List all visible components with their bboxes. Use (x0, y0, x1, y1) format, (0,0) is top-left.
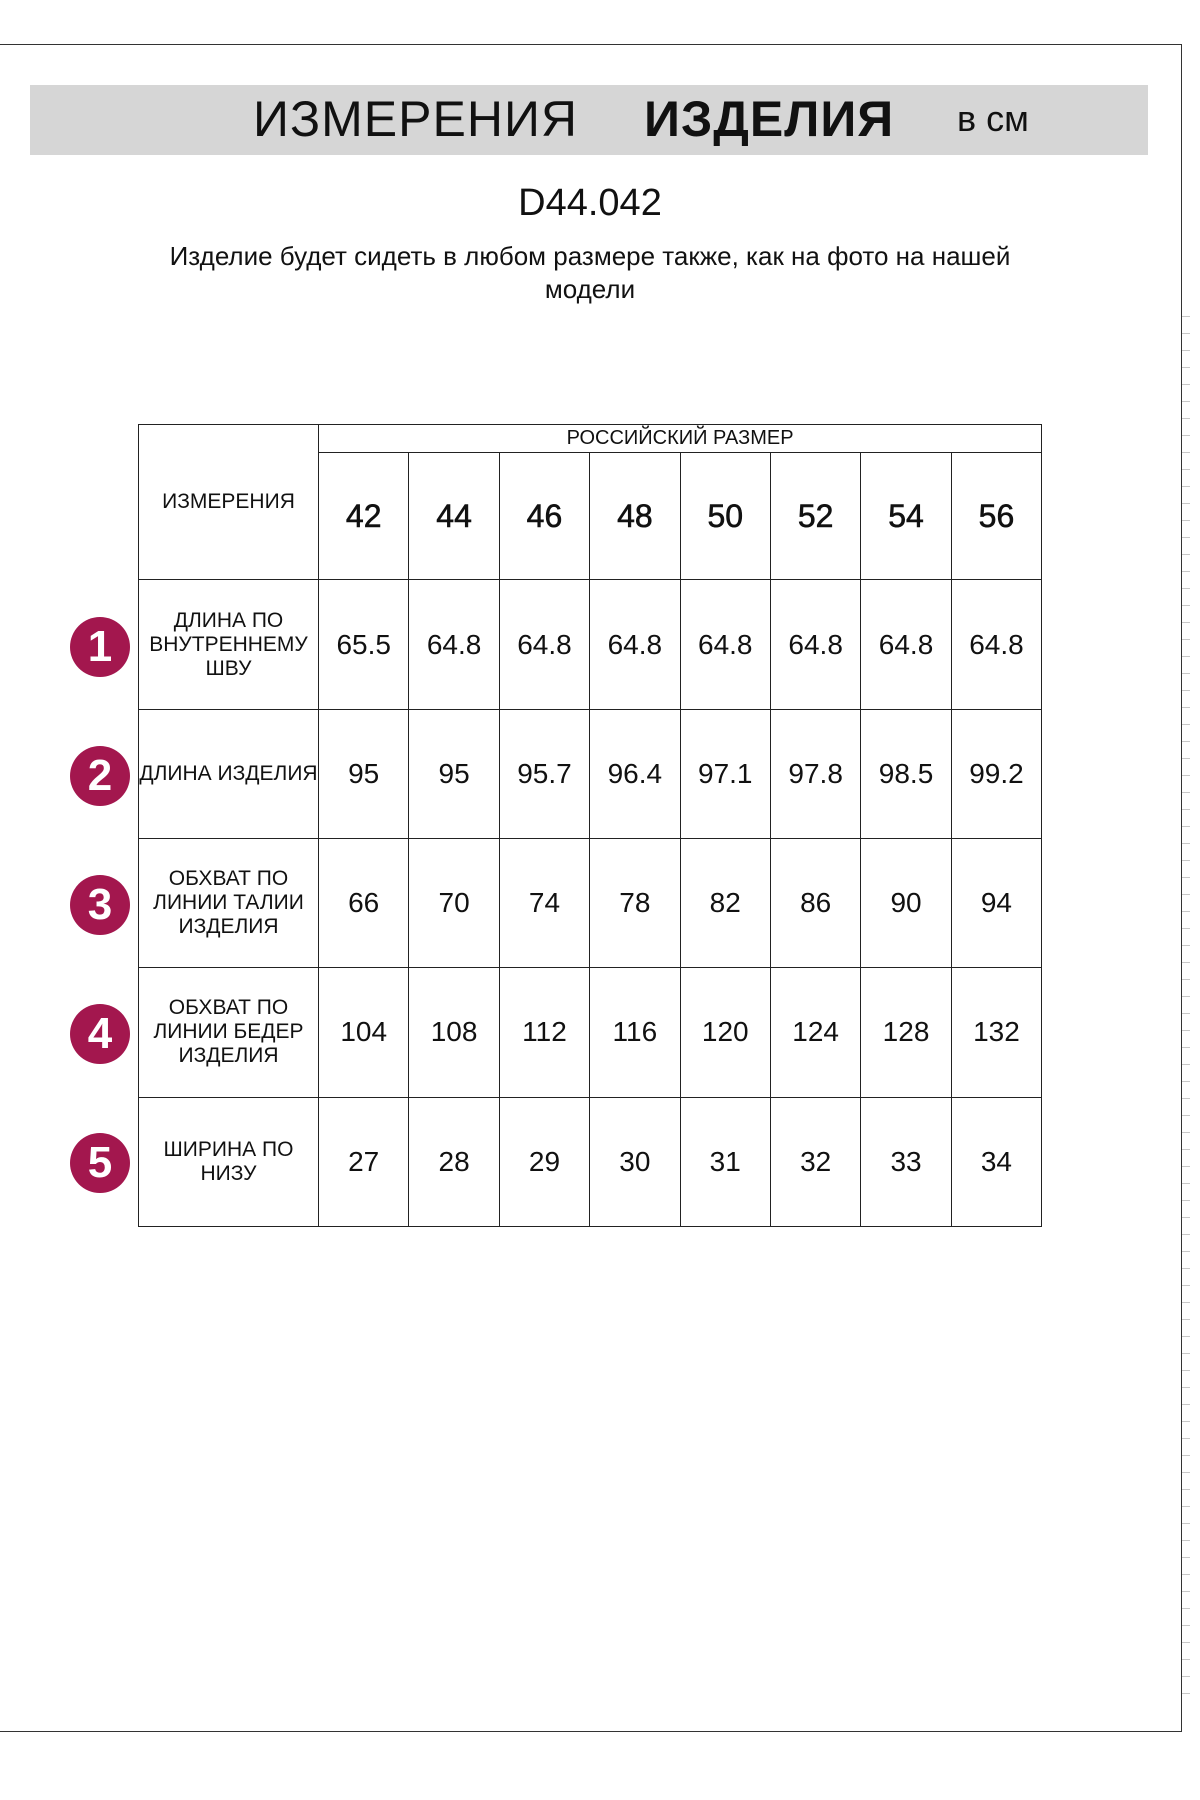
value-cell: 64.8 (409, 580, 499, 709)
value-cell: 90 (861, 839, 951, 968)
value-cell: 31 (680, 1097, 770, 1226)
value-cell: 64.8 (770, 580, 860, 709)
size-table (138, 424, 1042, 1227)
value-cell: 97.8 (770, 709, 860, 838)
size-header: 44 (409, 453, 499, 580)
measurement-label: ДЛИНА ПО ВНУТРЕННЕМУ ШВУ (139, 580, 319, 709)
measurement-row (139, 968, 1042, 1097)
value-cell: 98.5 (861, 709, 951, 838)
size-header: 48 (590, 453, 680, 580)
value-cell: 94 (951, 839, 1041, 968)
fit-note: Изделие будет сидеть в любом размере также, как на фото на нашей модели (169, 241, 1011, 304)
measurement-row (139, 709, 1042, 838)
value-cell: 95 (409, 709, 499, 838)
value-cell: 27 (319, 1097, 409, 1226)
value-cell: 82 (680, 839, 770, 968)
value-cell: 28 (409, 1097, 499, 1226)
size-header: 50 (680, 453, 770, 580)
row-number-badge-2: 2 (70, 746, 130, 806)
value-cell: 112 (499, 968, 589, 1097)
value-cell: 64.8 (951, 580, 1041, 709)
value-cell: 66 (319, 839, 409, 968)
size-header: 42 (319, 453, 409, 580)
row-number-badge-1: 1 (70, 617, 130, 677)
measurement-label: ОБХВАТ ПО ЛИНИИ БЕДЕР ИЗДЕЛИЯ (139, 968, 319, 1097)
size-header: 56 (951, 453, 1041, 580)
size-header: 52 (770, 453, 860, 580)
value-cell: 95.7 (499, 709, 589, 838)
measurement-row (139, 1097, 1042, 1226)
title-word-measurements: ИЗМЕРЕНИЯ (253, 91, 578, 147)
title-word-product: ИЗДЕЛИЯ (644, 91, 895, 147)
value-cell: 104 (319, 968, 409, 1097)
size-system-header: РОССИЙСКИЙ РАЗМЕР (319, 425, 1042, 453)
value-cell: 32 (770, 1097, 860, 1226)
row-number-badge-5: 5 (70, 1133, 130, 1193)
value-cell: 132 (951, 968, 1041, 1097)
size-header: 54 (861, 453, 951, 580)
measurements-column-header: ИЗМЕРЕНИЯ (139, 425, 319, 580)
value-cell: 70 (409, 839, 499, 968)
value-cell: 64.8 (590, 580, 680, 709)
value-cell: 97.1 (680, 709, 770, 838)
value-cell: 96.4 (590, 709, 680, 838)
article-number: D44.042 (518, 182, 662, 224)
value-cell: 108 (409, 968, 499, 1097)
value-cell: 95 (319, 709, 409, 838)
value-cell: 120 (680, 968, 770, 1097)
measurement-label: ДЛИНА ИЗДЕЛИЯ (139, 709, 319, 838)
value-cell: 29 (499, 1097, 589, 1226)
title-unit: в см (957, 98, 1029, 139)
value-cell: 78 (590, 839, 680, 968)
value-cell: 64.8 (680, 580, 770, 709)
value-cell: 34 (951, 1097, 1041, 1226)
row-number-badge-3: 3 (70, 875, 130, 935)
frame-edge-marks (1182, 300, 1190, 1700)
value-cell: 124 (770, 968, 860, 1097)
value-cell: 64.8 (861, 580, 951, 709)
size-header: 46 (499, 453, 589, 580)
measurement-label: ШИРИНА ПО НИЗУ (139, 1097, 319, 1226)
value-cell: 65.5 (319, 580, 409, 709)
value-cell: 86 (770, 839, 860, 968)
value-cell: 74 (499, 839, 589, 968)
value-cell: 64.8 (499, 580, 589, 709)
measurement-label: ОБХВАТ ПО ЛИНИИ ТАЛИИ ИЗДЕЛИЯ (139, 839, 319, 968)
value-cell: 116 (590, 968, 680, 1097)
row-number-badge-4: 4 (70, 1004, 130, 1064)
measurement-row (139, 839, 1042, 968)
measurement-row (139, 580, 1042, 709)
value-cell: 128 (861, 968, 951, 1097)
value-cell: 33 (861, 1097, 951, 1226)
value-cell: 30 (590, 1097, 680, 1226)
value-cell: 99.2 (951, 709, 1041, 838)
